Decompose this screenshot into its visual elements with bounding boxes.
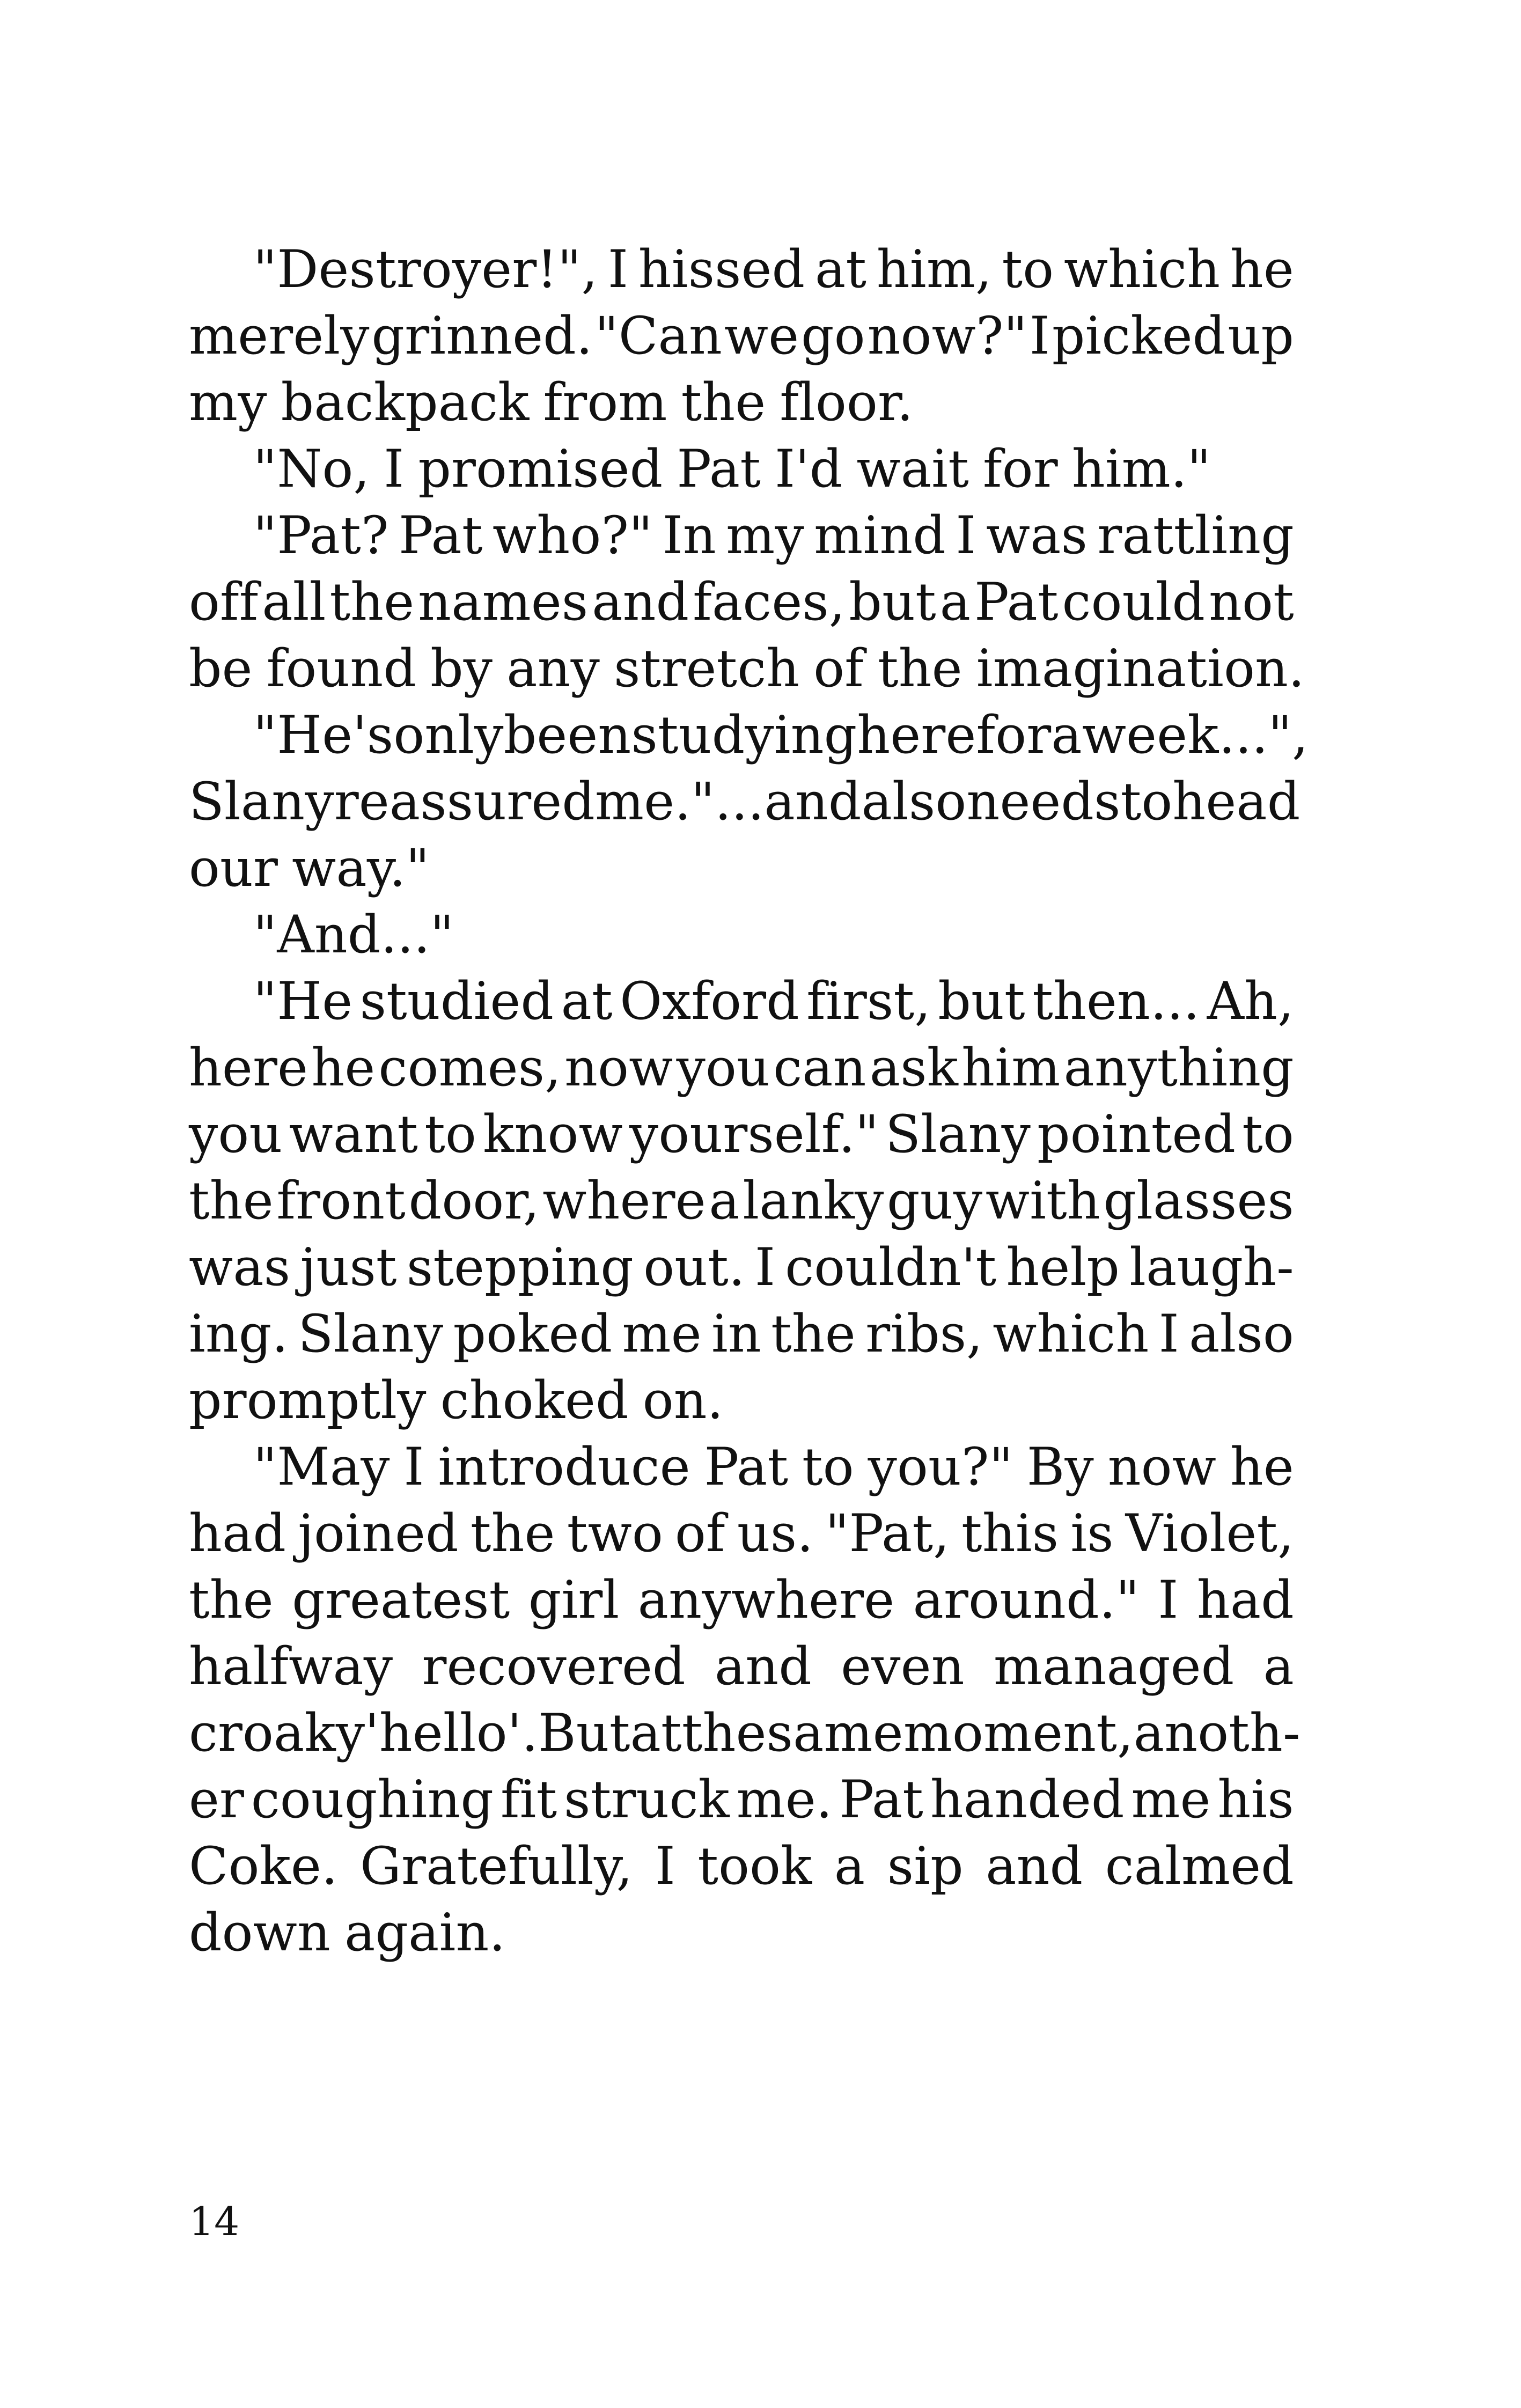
text-line: "No, I promised Pat I'd wait for him.": [253, 439, 1211, 499]
text-line: "And...": [253, 905, 454, 965]
text-line: the front door, where a lanky guy with glasses: [189, 1171, 1294, 1231]
text-line: here he comes, now you can ask him anything: [189, 1038, 1294, 1098]
text-line: had joined the two of us. "Pat, this is Violet,: [189, 1503, 1294, 1563]
text-line: be found by any stretch of the imagination.: [189, 638, 1305, 699]
text-line: the greatest girl anywhere around." I had: [189, 1570, 1294, 1630]
text-line: "Pat? Pat who?" In my mind I was rattling: [253, 505, 1294, 566]
text-line: you want to know yourself." Slany pointed to: [189, 1104, 1294, 1164]
text-line: promptly choked on.: [189, 1370, 724, 1430]
body-text: [189, 236, 1309, 1966]
text-line: "He's only been studying here for a week...",: [253, 705, 1309, 765]
text-line: down again.: [189, 1903, 506, 1963]
text-line: our way.": [189, 838, 430, 898]
text-line: "Destroyer!", I hissed at him, to which he: [253, 239, 1294, 299]
text-line: off all the names and faces, but a Pat could not: [189, 572, 1294, 632]
text-line: "He studied at Oxford first, but then... Ah,: [253, 971, 1294, 1031]
page-number: 14: [189, 2199, 240, 2245]
text-line: my backpack from the floor.: [189, 372, 914, 432]
text-line: er coughing fit struck me. Pat handed me his: [189, 1770, 1294, 1830]
text-line: halfway recovered and even managed a: [189, 1636, 1294, 1697]
text-line: ing. Slany poked me in the ribs, which I also: [189, 1304, 1294, 1364]
text-line: merely grinned. "Can we go now?" I picked up: [189, 306, 1294, 366]
text-line: croaky 'hello'. But at the same moment, anoth-: [189, 1703, 1300, 1763]
text-line: was just stepping out. I couldn't help laugh-: [189, 1237, 1294, 1297]
text-line: Coke. Gratefully, I took a sip and calmed: [189, 1836, 1294, 1896]
text-line: "May I introduce Pat to you?" By now he: [253, 1437, 1294, 1497]
text-line: Slany reassured me. "...and also needs to head: [189, 772, 1300, 832]
